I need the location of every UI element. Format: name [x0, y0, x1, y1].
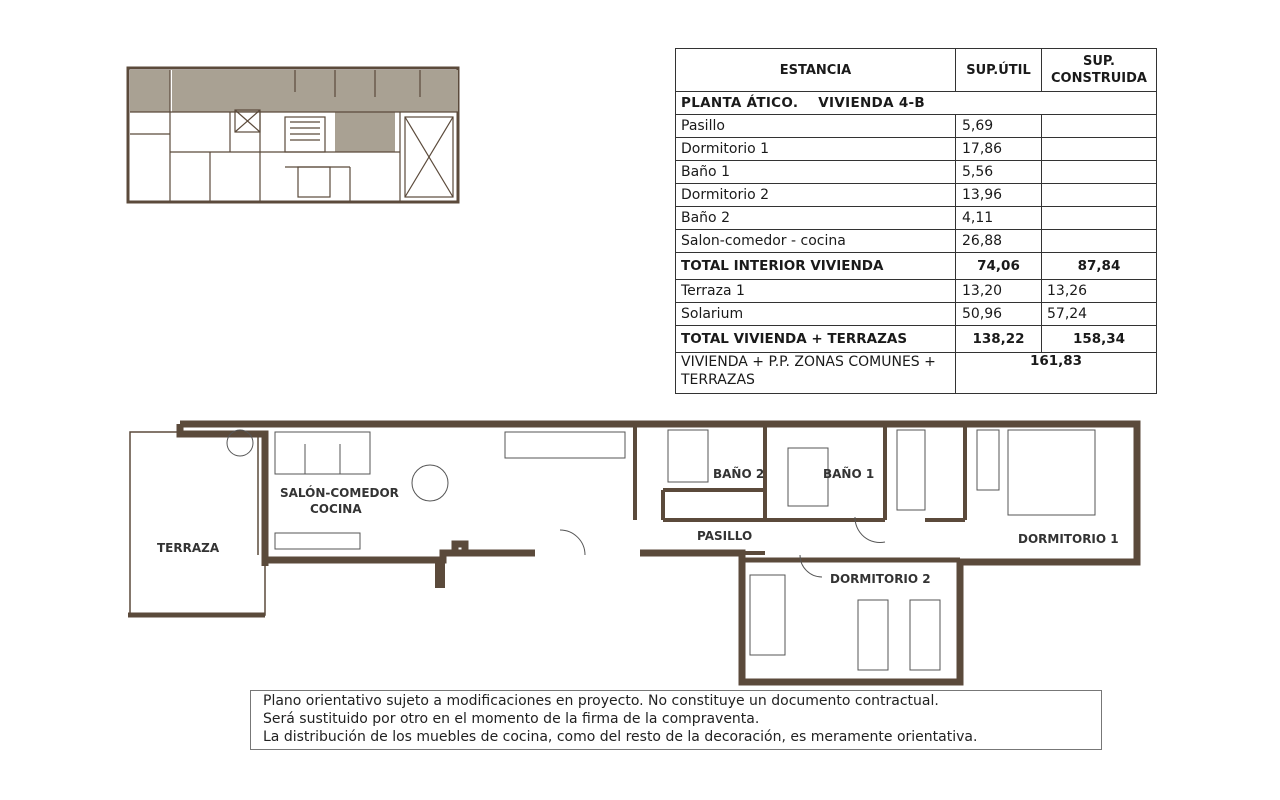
total-interior-label: TOTAL INTERIOR VIVIENDA [676, 253, 956, 280]
table-row [676, 115, 1157, 138]
room-name: Baño 1 [676, 161, 956, 184]
table-row [676, 138, 1157, 161]
built-area: 13,26 [1042, 280, 1157, 303]
table-row [676, 280, 1157, 303]
table-row [676, 207, 1157, 230]
label-dormitorio-1: DORMITORIO 1 [1018, 532, 1119, 546]
total-terraces-useful: 138,22 [956, 326, 1042, 353]
useful-area: 5,69 [956, 115, 1042, 138]
built-area: 57,24 [1042, 303, 1157, 326]
built-area [1042, 161, 1157, 184]
table-row [676, 303, 1157, 326]
useful-area: 26,88 [956, 230, 1042, 253]
disclaimer-line: La distribución de los muebles de cocina, como del resto de la decoración, es meramente orientativa. [263, 729, 978, 745]
terrace-outline [130, 432, 265, 615]
label-terraza: TERRAZA [157, 541, 220, 555]
total-interior-built: 87,84 [1042, 253, 1157, 280]
useful-area: 13,96 [956, 184, 1042, 207]
useful-area: 4,11 [956, 207, 1042, 230]
disclaimer-line: Será sustituido por otro en el momento de la firma de la compraventa. [263, 711, 760, 727]
useful-area: 5,56 [956, 161, 1042, 184]
total-terraces-row [676, 326, 1157, 353]
label-bano-2: BAÑO 2 [713, 467, 765, 481]
header-useful-area: SUP.ÚTIL [956, 49, 1042, 92]
built-area [1042, 230, 1157, 253]
label-pasillo: PASILLO [697, 529, 753, 543]
key-plan-drawing [128, 68, 458, 202]
room-name: Solarium [676, 303, 956, 326]
total-terraces-built: 158,34 [1042, 326, 1157, 353]
built-area [1042, 115, 1157, 138]
table-row [676, 184, 1157, 207]
area-table [675, 48, 1157, 394]
useful-area: 17,86 [956, 138, 1042, 161]
total-interior-useful: 74,06 [956, 253, 1042, 280]
built-area [1042, 207, 1157, 230]
room-name: Pasillo [676, 115, 956, 138]
label-salon-comedor: SALÓN-COMEDOR [280, 486, 399, 500]
common-areas-label: VIVIENDA + P.P. ZONAS COMUNES + TERRAZAS [676, 353, 956, 394]
common-areas-row [676, 353, 1157, 394]
section-title: PLANTA ÁTICO. VIVIENDA 4-B [676, 92, 1157, 115]
total-terraces-label: TOTAL VIVIENDA + TERRAZAS [676, 326, 956, 353]
label-dormitorio-2: DORMITORIO 2 [830, 572, 931, 586]
table-row [676, 161, 1157, 184]
header-room: ESTANCIA [676, 49, 956, 92]
label-cocina: COCINA [310, 502, 362, 516]
table-row [676, 230, 1157, 253]
table-header-row [676, 49, 1157, 92]
useful-area: 50,96 [956, 303, 1042, 326]
plan-walls [128, 424, 1137, 682]
useful-area: 13,20 [956, 280, 1042, 303]
label-bano-1: BAÑO 1 [823, 467, 875, 481]
room-name: Baño 2 [676, 207, 956, 230]
location-key-plan [120, 62, 465, 207]
built-area [1042, 184, 1157, 207]
disclaimer-note [250, 690, 1102, 750]
built-area [1042, 138, 1157, 161]
section-row [676, 92, 1157, 115]
room-name: Terraza 1 [676, 280, 956, 303]
room-name: Dormitorio 1 [676, 138, 956, 161]
total-interior-row [676, 253, 1157, 280]
room-name: Dormitorio 2 [676, 184, 956, 207]
room-name: Salon-comedor - cocina [676, 230, 956, 253]
disclaimer-line: Plano orientativo sujeto a modificaciones en proyecto. No constituye un documento contractual. [263, 693, 939, 709]
header-built-area-text: SUP. CONSTRUIDA [1051, 54, 1147, 86]
common-areas-value: 161,83 [956, 353, 1157, 394]
floor-plan [125, 410, 1155, 690]
header-built-area [1042, 49, 1157, 92]
plan-partitions [635, 424, 965, 553]
